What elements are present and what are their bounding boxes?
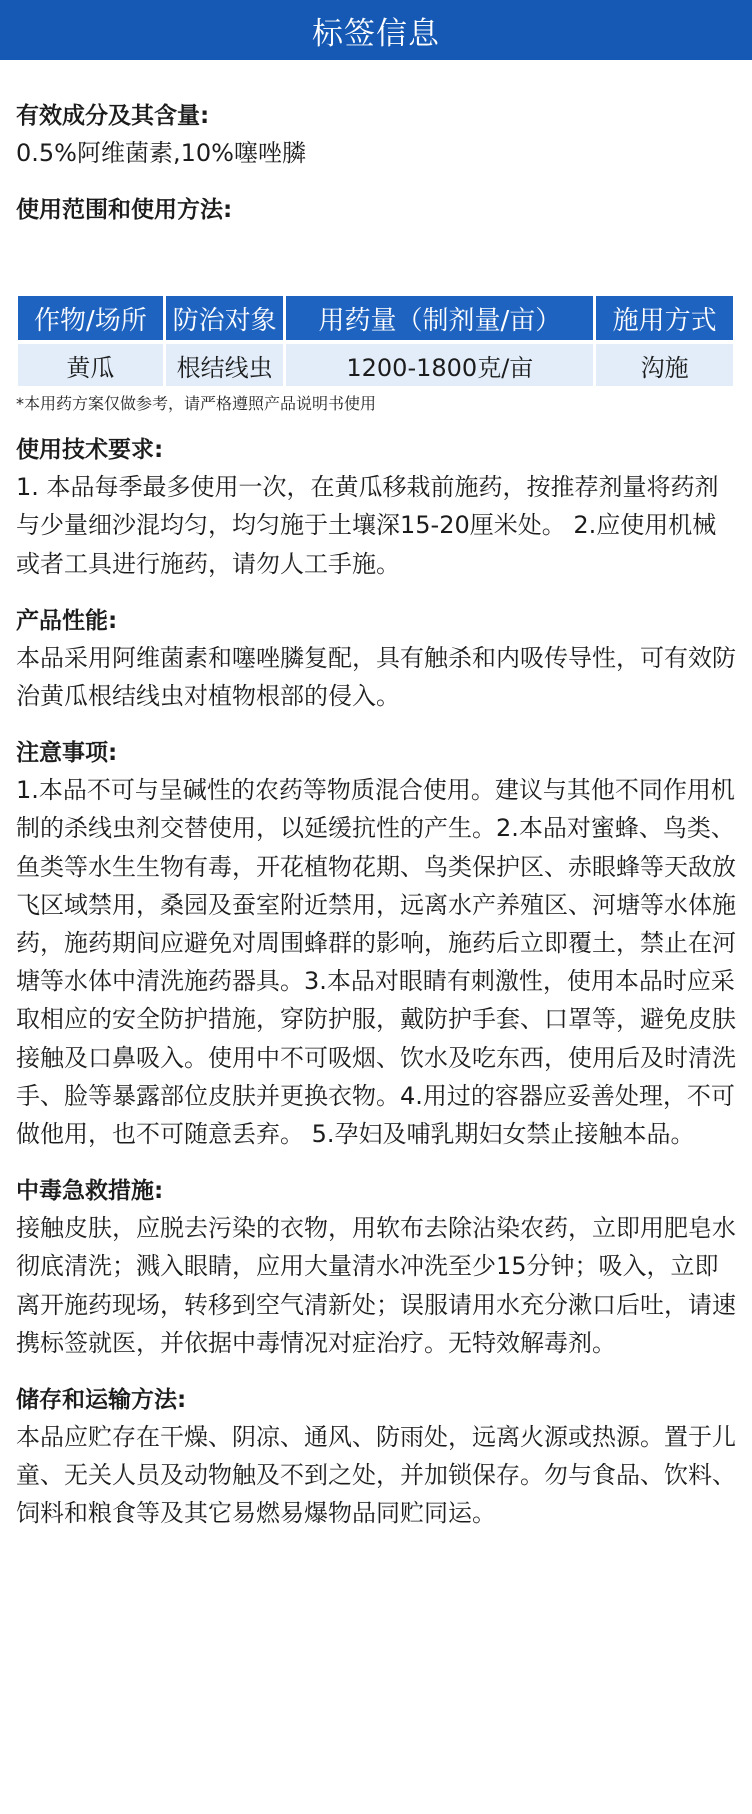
cell-crop: 黄瓜 — [18, 344, 163, 386]
header-crop: 作物/场所 — [18, 296, 163, 340]
tech-requirements-section — [16, 432, 736, 583]
usage-table — [15, 292, 736, 390]
performance-title: 产品性能: — [16, 607, 118, 634]
label-content — [16, 98, 736, 1533]
cell-dosage: 1200-1800克/亩 — [286, 344, 593, 386]
ingredients-section — [16, 98, 736, 172]
performance-section — [16, 603, 736, 715]
header-method: 施用方式 — [596, 296, 733, 340]
storage-section — [16, 1382, 736, 1533]
usage-note: *本用药方案仅做参考，请严格遵照产品说明书使用 — [16, 394, 377, 414]
usage-scope-section — [16, 192, 736, 228]
precautions-body: 1.本品不可与呈碱性的农药等物质混合使用。建议与其他不同作用机制的杀线虫剂交替使用，以延缓抗性的产生。2.本品对蜜蜂、鸟类、鱼类等水生生物有毒，开花植物花期、鸟类保护区、赤眼蜂等天敌放飞区域禁用，桑园及蚕室附近禁用，远离水产养殖区、河塘等水体施药，施药期间应避免对周围蜂群的影响，施药后立即覆土，禁止在河塘等水体中清洗施药器具。3.本品对眼睛有刺激性，使用本品时应采取相应的安全防护措施，穿防护服，戴防护手套、口罩等，避免皮肤接触及口鼻吸入。使用中不可吸烟、饮水及吃东西，使用后及时清洗手、脸等暴露部位皮肤并更换衣物。4.用过的容器应妥善处理，不可做他用，也不可随意丢弃。 5.孕妇及哺乳期妇女禁止接触本品。 — [16, 776, 736, 1149]
storage-body: 本品应贮存在干燥、阴凉、通风、防雨处，远离火源或热源。置于儿童、无关人员及动物触及不到之处，并加锁保存。勿与食品、饮料、饲料和粮食等及其它易燃易爆物品同贮同运。 — [16, 1423, 736, 1528]
page-title: 标签信息 — [312, 15, 440, 52]
header-banner — [0, 0, 752, 60]
storage-title: 储存和运输方法: — [16, 1387, 187, 1414]
header-dosage: 用药量（制剂量/亩） — [286, 296, 593, 340]
cell-target: 根结线虫 — [166, 344, 284, 386]
first-aid-title: 中毒急救措施: — [16, 1178, 164, 1205]
table-row — [18, 344, 733, 386]
first-aid-section — [16, 1173, 736, 1362]
performance-body: 本品采用阿维菌素和噻唑膦复配，具有触杀和内吸传导性，可有效防治黄瓜根结线虫对植物根部的侵入。 — [16, 643, 736, 711]
ingredients-body: 0.5%阿维菌素,10%噻唑膦 — [16, 139, 306, 167]
tech-requirements-body: 1. 本品每季最多使用一次，在黄瓜移栽前施药，按推荐剂量将药剂与少量细沙混均匀，均匀施于土壤深15-20厘米处。 2.应使用机械或者工具进行施药，请勿人工手施。 — [16, 473, 719, 578]
ingredients-title: 有效成分及其含量: — [16, 103, 210, 129]
tech-requirements-title: 使用技术要求: — [16, 437, 164, 464]
first-aid-body: 接触皮肤，应脱去污染的衣物，用软布去除沾染农药，立即用肥皂水彻底清洗；溅入眼睛，应用大量清水冲洗至少15分钟；吸入，立即离开施药现场，转移到空气清新处；误服请用水充分漱口后吐，请速携标签就医，并依据中毒情况对症治疗。无特效解毒剂。 — [16, 1214, 736, 1357]
precautions-section — [16, 735, 736, 1153]
usage-scope-title: 使用范围和使用方法: — [16, 197, 233, 224]
precautions-title: 注意事项: — [16, 740, 118, 767]
cell-method: 沟施 — [596, 344, 733, 386]
header-target: 防治对象 — [166, 296, 284, 340]
usage-table-header-row — [18, 296, 733, 340]
